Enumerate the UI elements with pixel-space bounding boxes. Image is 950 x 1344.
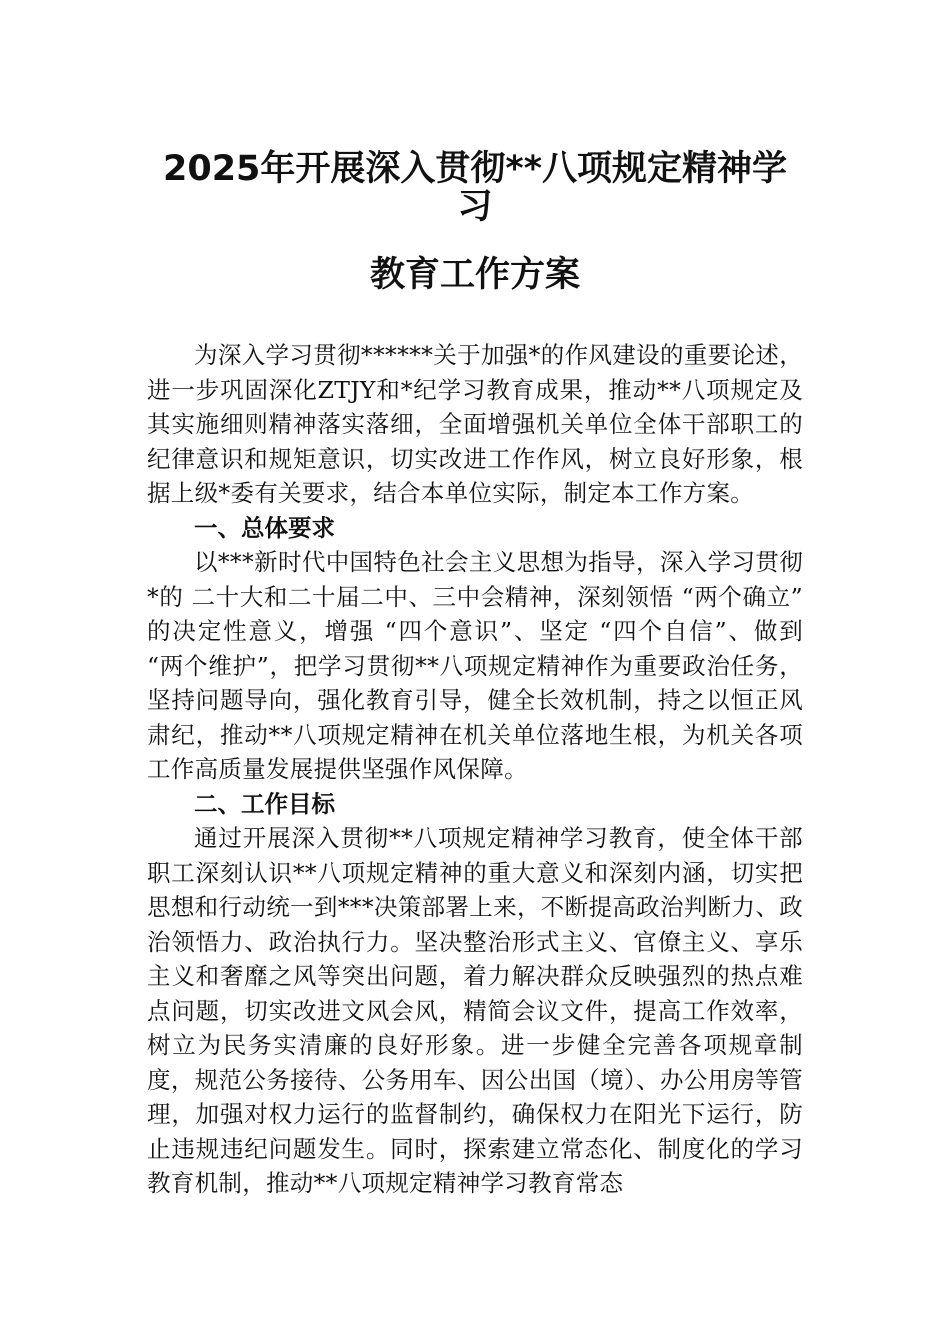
section-paragraph-overall-requirements: 以***新时代中国特色社会主义思想为指导，深入学习贯彻*的 二十大和二十届二中、三中会精神，深刻领悟 “两个确立” 的决定性意义，增强 “四个意识”、坚定 “四个自信”、做到 “两个维护”，把学习贯彻**八项规定精神作为重要政治任务，坚持问题导向，强化教育引导，健全长效机制，持之以恒正风肃纪，推动**八项规定精神在机关单位落地生根，为机关各项工作高质量发展提供坚强作风保障。 (147, 548, 803, 783)
section-heading-work-goals: 二、工作目标 (194, 789, 335, 818)
document-title-line-1: 2025年开展深入贯彻**八项规定精神学习 (162, 149, 788, 227)
intro-paragraph: 为深入学习贯彻******关于加强*的作风建设的重要论述，进一步巩固深化ZTJY和*纪学习教育成果，推动**八项规定及其实施细则精神落实落细，全面增强机关单位全体干部职工的纪律意识和规矩意识，切实改进工作作风，树立良好形象，根据上级*委有关要求，结合本单位实际，制定本工作方案。 (147, 341, 803, 507)
section-heading-overall-requirements: 一、总体要求 (194, 513, 335, 542)
section-paragraph-work-goals: 通过开展深入贯彻**八项规定精神学习教育，使全体干部职工深刻认识**八项规定精神的重大意义和深刻内涵，切实把思想和行动统一到***决策部署上来，不断提高政治判断力、政治领悟力、政治执行力。坚决整治形式主义、官僚主义、享乐主义和奢靡之风等突出问题，着力解决群众反映强烈的热点难点问题，切实改进文风会风，精简会议文件，提高工作效率，树立为民务实清廉的良好形象。进一步健全完善各项规章制度，规范公务接待、公务用车、因公出国（境）、办公用房等管理，加强对权力运行的监督制约，确保权力在阳光下运行，防止违规违纪问题发生。同时，探索建立常态化、制度化的学习教育机制，推动**八项规定精神学习教育常态 (147, 824, 803, 1197)
document-title-line-2: 教育工作方案 (369, 255, 580, 295)
document-page (147, 150, 803, 1201)
document-body (147, 338, 803, 1201)
